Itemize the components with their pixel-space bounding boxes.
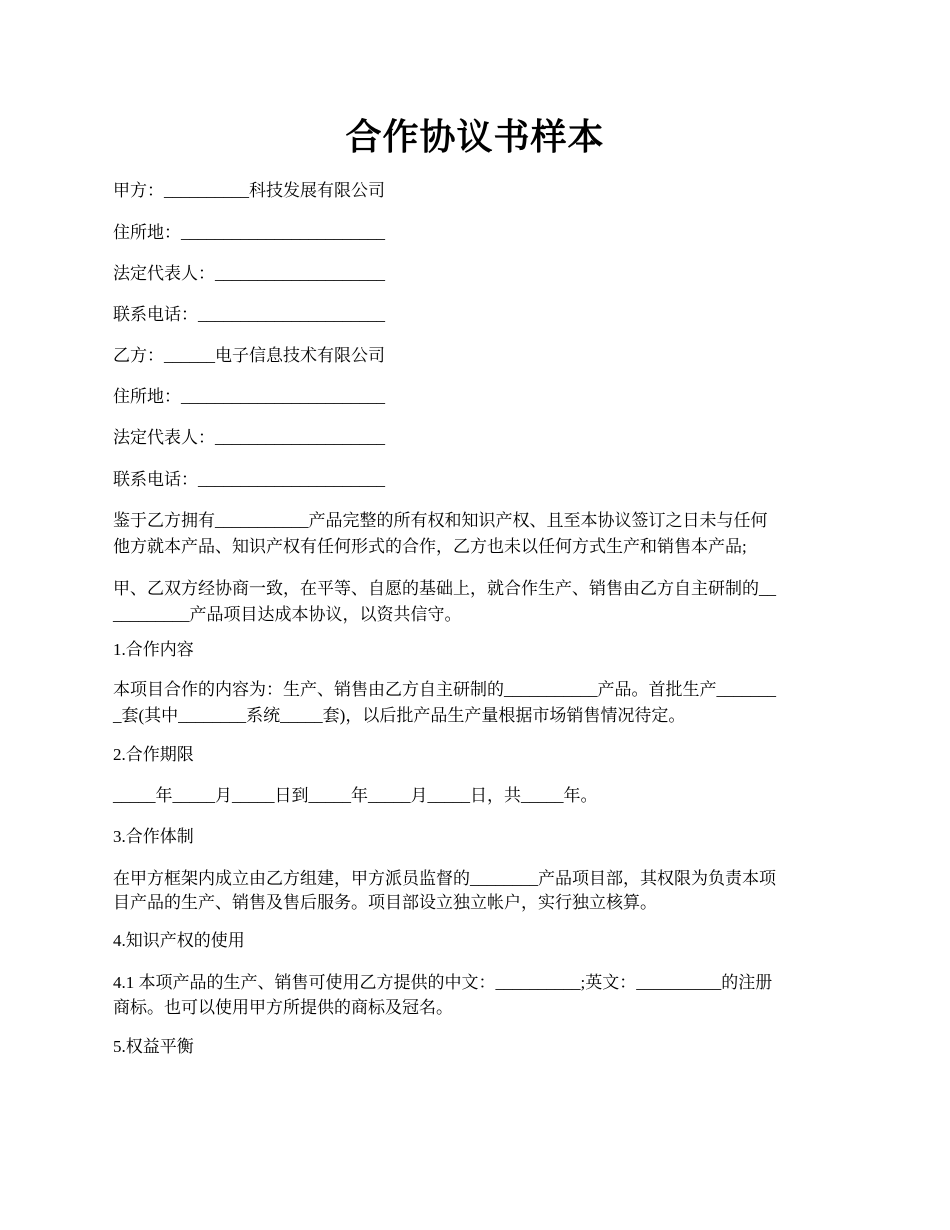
section-1-body-line-1: 本项目合作的内容为：生产、销售由乙方自主研制的___________产品。首批生产_______ [113, 680, 776, 699]
preamble-paragraph-1-line-2: 他方就本产品、知识产权有任何形式的合作，乙方也未以任何方式生产和销售本产品; [113, 537, 747, 556]
section-3-body-line-1: 在甲方框架内成立由乙方组建，甲方派员监督的________产品项目部，其权限为负责本项 [113, 869, 776, 888]
section-2-body: _____年_____月_____日到_____年_____月_____日，共_____年。 [113, 786, 598, 805]
section-4-body-line-1: 4.1 本项产品的生产、销售可使用乙方提供的中文：__________;英文：__________的注册 [113, 973, 773, 992]
preamble-paragraph-2-line-1: 甲、乙双方经协商一致，在平等、自愿的基础上，就合作生产、销售由乙方自主研制的__ [113, 579, 776, 598]
party-b-name: 乙方：______电子信息技术有限公司 [113, 346, 385, 365]
section-1-heading: 1.合作内容 [113, 640, 194, 659]
document-title: 合作协议书样本 [345, 117, 605, 157]
party-b-phone: 联系电话：______________________ [113, 470, 385, 489]
preamble-paragraph-1-line-1: 鉴于乙方拥有___________产品完整的所有权和知识产权、且至本协议签订之日未与任何 [113, 511, 768, 530]
section-3-body-line-2: 目产品的生产、销售及售后服务。项目部设立独立帐户，实行独立核算。 [113, 893, 657, 912]
party-a-name: 甲方：__________科技发展有限公司 [113, 181, 385, 200]
section-1-body-line-2: _套(其中________系统_____套)，以后批产品生产量根据市场销售情况待定。 [113, 706, 686, 725]
preamble-paragraph-2-line-2: _________产品项目达成本协议，以资共信守。 [113, 605, 462, 624]
section-4-heading: 4.知识产权的使用 [113, 931, 245, 950]
party-a-phone: 联系电话：______________________ [113, 305, 385, 324]
section-3-heading: 3.合作体制 [113, 827, 194, 846]
party-a-address: 住所地：________________________ [113, 223, 385, 242]
section-5-heading: 5.权益平衡 [113, 1037, 194, 1056]
section-2-heading: 2.合作期限 [113, 745, 194, 764]
party-a-representative: 法定代表人：____________________ [113, 264, 385, 283]
party-b-representative: 法定代表人：____________________ [113, 428, 385, 447]
party-b-address: 住所地：________________________ [113, 387, 385, 406]
section-4-body-line-2: 商标。也可以使用甲方所提供的商标及冠名。 [113, 998, 453, 1017]
